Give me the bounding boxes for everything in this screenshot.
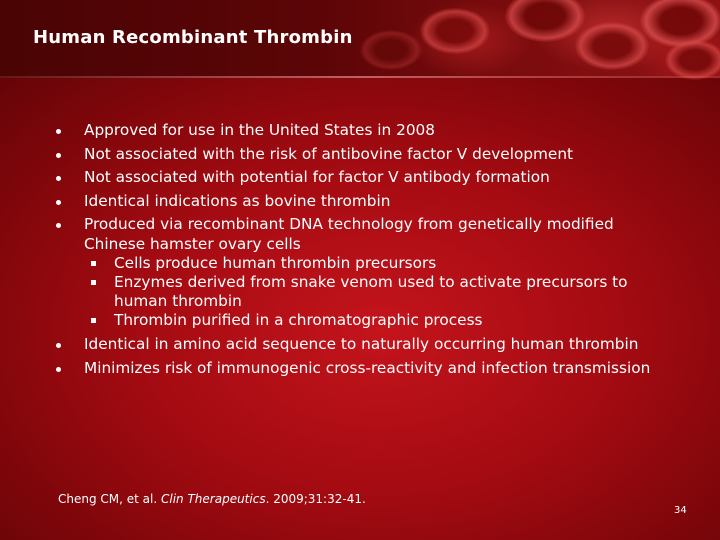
bullet-item (52, 215, 672, 330)
bullet-item (52, 145, 672, 164)
sub-bullet-text: Cells produce human thrombin precursors (114, 253, 437, 272)
sub-bullet-item (84, 311, 672, 330)
bullet-item (52, 121, 672, 140)
bullet-item (52, 335, 672, 354)
bullet-item (52, 192, 672, 211)
bullet-dot-icon (56, 223, 61, 228)
bullet-text: Produced via recombinant DNA technology from genetically modified Chinese hamster ovary cells (84, 215, 614, 253)
square-bullet-icon (91, 280, 96, 285)
blood-cell-decoration (360, 30, 422, 70)
sub-bullet-item (84, 254, 672, 273)
bullet-dot-icon (56, 153, 61, 158)
bullet-text: Identical in amino acid sequence to naturally occurring human thrombin (84, 334, 639, 353)
bullet-dot-icon (56, 176, 61, 181)
citation-details: . 2009;31:32-41. (265, 492, 366, 506)
bullet-list (52, 121, 672, 382)
page-number: 34 (674, 505, 687, 516)
header-divider (0, 76, 720, 78)
sub-bullet-text: Thrombin purified in a chromatographic process (114, 311, 483, 330)
blood-cell-decoration (575, 22, 649, 70)
square-bullet-icon (91, 318, 96, 323)
sub-bullet-list (84, 254, 672, 331)
citation-journal: Clin Therapeutics (161, 492, 266, 506)
blood-cell-decoration (665, 40, 720, 80)
bullet-text: Minimizes risk of immunogenic cross-reactivity and infection transmission (84, 358, 651, 377)
slide-title: Human Recombinant Thrombin (33, 27, 353, 48)
bullet-item (52, 168, 672, 187)
citation (58, 492, 366, 506)
blood-cell-decoration (505, 0, 585, 42)
sub-bullet-item (84, 273, 672, 311)
bullet-text: Not associated with the risk of antibovine factor V development (84, 144, 574, 163)
bullet-dot-icon (56, 129, 61, 134)
bullet-item (52, 359, 672, 378)
bullet-text: Identical indications as bovine thrombin (84, 191, 391, 210)
sub-bullet-text: Enzymes derived from snake venom used to activate precursors to human thrombin (114, 272, 628, 311)
bullet-dot-icon (56, 343, 61, 348)
blood-cell-decoration (420, 8, 490, 54)
square-bullet-icon (91, 261, 96, 266)
bullet-text: Not associated with potential for factor V antibody formation (84, 168, 550, 187)
bullet-text: Approved for use in the United States in 2008 (84, 121, 436, 139)
bullet-dot-icon (56, 367, 61, 372)
citation-authors: Cheng CM, et al. (58, 492, 158, 506)
blood-cell-decoration (640, 0, 720, 48)
header-band (0, 0, 720, 78)
bullet-dot-icon (56, 200, 61, 205)
